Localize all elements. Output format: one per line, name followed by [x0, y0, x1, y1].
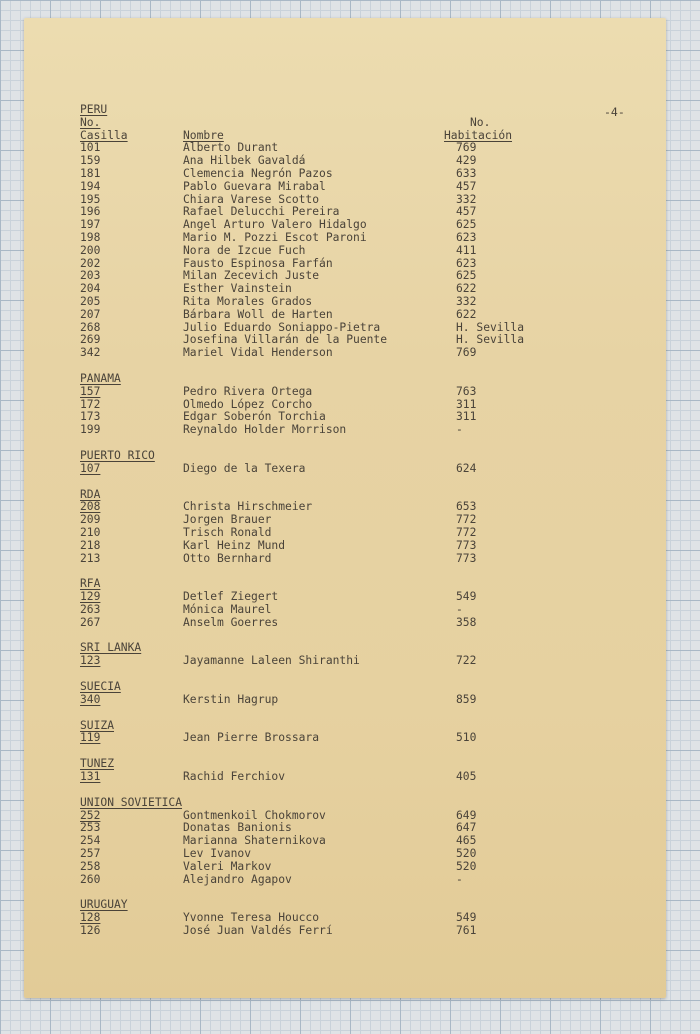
person-name: Anselm Goerres — [183, 615, 279, 629]
room-number: 625 — [456, 218, 477, 232]
table-row — [80, 258, 580, 271]
table-row — [80, 245, 580, 258]
header-spacer — [183, 117, 444, 130]
table-row — [80, 925, 580, 938]
table-row — [80, 874, 580, 887]
person-name: Ana Hilbek Gavaldá — [183, 154, 306, 168]
casilla-number: 208 — [80, 500, 101, 514]
person-name: Karl Heinz Mund — [183, 538, 286, 552]
room-number: 859 — [456, 692, 477, 706]
table-row — [80, 617, 580, 630]
room-number: 773 — [456, 551, 477, 565]
person-name: Milan Zecevich Juste — [183, 269, 320, 283]
table-row — [80, 835, 580, 848]
country-section — [80, 578, 580, 629]
casilla-number: 196 — [80, 205, 101, 219]
room-number: 773 — [456, 538, 477, 552]
person-name: Rachid Ferchiov — [183, 770, 286, 784]
person-name: Julio Eduardo Soniappo-Pietra — [183, 320, 381, 334]
table-row — [80, 168, 580, 181]
person-name: Reynaldo Holder Morrison — [183, 423, 347, 437]
room-number: 311 — [456, 397, 477, 411]
table-row — [80, 655, 580, 668]
room-number: - — [456, 872, 463, 886]
header-casilla: Casilla — [80, 128, 128, 142]
casilla-number: 195 — [80, 192, 101, 206]
casilla-number: 340 — [80, 692, 101, 706]
table-row — [80, 142, 580, 155]
person-name: Mario M. Pozzi Escot Paroni — [183, 230, 367, 244]
person-name: Mónica Maurel — [183, 602, 272, 616]
room-number: 332 — [456, 192, 477, 206]
casilla-number: 157 — [80, 384, 101, 398]
room-number: 653 — [456, 500, 477, 514]
person-name: Clemencia Negrón Pazos — [183, 166, 333, 180]
person-name: Angel Arturo Valero Hidalgo — [183, 218, 367, 232]
casilla-number: 126 — [80, 924, 101, 938]
person-name: Olmedo López Corcho — [183, 397, 313, 411]
table-row — [80, 591, 580, 604]
country-section — [80, 681, 580, 707]
room-number: 358 — [456, 615, 477, 629]
country-name: SRI LANKA — [80, 641, 142, 655]
country-name: SUECIA — [80, 680, 121, 694]
room-number: 722 — [456, 654, 477, 668]
room-number: 633 — [456, 166, 477, 180]
table-row — [80, 861, 580, 874]
casilla-number: 268 — [80, 320, 101, 334]
table-row — [80, 463, 580, 476]
casilla-number: 123 — [80, 654, 101, 668]
casilla-number: 210 — [80, 525, 101, 539]
casilla-number: 209 — [80, 513, 101, 527]
room-number: 332 — [456, 294, 477, 308]
room-number: 405 — [456, 770, 477, 784]
casilla-number: 131 — [80, 770, 101, 784]
casilla-number: 263 — [80, 602, 101, 616]
casilla-number: 252 — [80, 808, 101, 822]
person-name: José Juan Valdés Ferrí — [183, 924, 333, 938]
country-name: PUERTO RICO — [80, 448, 155, 462]
column-header-line-2 — [80, 130, 580, 143]
table-row — [80, 694, 580, 707]
casilla-number: 218 — [80, 538, 101, 552]
casilla-number: 267 — [80, 615, 101, 629]
person-name: Jorgen Brauer — [183, 513, 272, 527]
room-number: 624 — [456, 461, 477, 475]
person-name: Pedro Rivera Ortega — [183, 384, 313, 398]
casilla-number: 194 — [80, 179, 101, 193]
room-number: 520 — [456, 859, 477, 873]
person-name: Marianna Shaternikova — [183, 834, 326, 848]
casilla-number: 119 — [80, 731, 101, 745]
person-name: Yvonne Teresa Houcco — [183, 911, 320, 925]
casilla-number: 200 — [80, 243, 101, 257]
table-row — [80, 501, 580, 514]
table-row — [80, 399, 580, 412]
casilla-number: 202 — [80, 256, 101, 270]
page-number: -4- — [604, 105, 625, 119]
table-row — [80, 309, 580, 322]
table-row — [80, 296, 580, 309]
table-row — [80, 386, 580, 399]
room-number: 549 — [456, 911, 477, 925]
room-number: 623 — [456, 256, 477, 270]
person-name: Gontmenkoil Chokmorov — [183, 808, 326, 822]
country-name: PERU — [80, 103, 108, 116]
header-no: No. — [80, 115, 101, 129]
table-row — [80, 848, 580, 861]
casilla-number: 213 — [80, 551, 101, 565]
country-section — [80, 373, 580, 437]
person-name: Kerstin Hagrup — [183, 692, 279, 706]
person-name: Josefina Villarán de la Puente — [183, 333, 388, 347]
casilla-number: 199 — [80, 423, 101, 437]
person-name: Mariel Vidal Henderson — [183, 346, 333, 360]
room-number: 769 — [456, 346, 477, 360]
room-number: 763 — [456, 384, 477, 398]
country-name: PANAMA — [80, 371, 121, 385]
table-row — [80, 181, 580, 194]
room-number: 311 — [456, 410, 477, 424]
table-row — [80, 604, 580, 617]
casilla-number: 181 — [80, 166, 101, 180]
room-number: 520 — [456, 847, 477, 861]
casilla-number: 207 — [80, 307, 101, 321]
room-number: - — [456, 602, 463, 616]
table-row — [80, 771, 580, 784]
casilla-number: 205 — [80, 294, 101, 308]
casilla-number: 342 — [80, 346, 101, 360]
casilla-number: 198 — [80, 230, 101, 244]
person-name: Fausto Espinosa Farfán — [183, 256, 333, 270]
room-number: 625 — [456, 269, 477, 283]
room-number: 429 — [456, 154, 477, 168]
person-name: Detlef Ziegert — [183, 590, 279, 604]
table-row — [80, 270, 580, 283]
room-number: 649 — [456, 808, 477, 822]
column-header-line-1 — [80, 117, 580, 130]
table-row — [80, 553, 580, 566]
casilla-number: 128 — [80, 911, 101, 925]
country-name: RFA — [80, 577, 101, 591]
country-name: TUNEZ — [80, 757, 115, 771]
header-no-right: No. — [470, 115, 491, 129]
casilla-number: 253 — [80, 821, 101, 835]
country-section — [80, 642, 580, 668]
table-row — [80, 347, 580, 360]
person-name: Lev Ivanov — [183, 847, 252, 861]
casilla-number: 269 — [80, 333, 101, 347]
casilla-number: 254 — [80, 834, 101, 848]
casilla-number: 257 — [80, 847, 101, 861]
country-section — [80, 104, 580, 360]
room-number: 761 — [456, 924, 477, 938]
room-number: 772 — [456, 513, 477, 527]
room-number: 465 — [456, 834, 477, 848]
person-name: Alberto Durant — [183, 141, 279, 155]
country-section — [80, 797, 580, 887]
room-number: 411 — [456, 243, 477, 257]
person-name: Jayamanne Laleen Shiranthi — [183, 654, 360, 668]
person-name: Valeri Markov — [183, 859, 272, 873]
room-number: - — [456, 423, 463, 437]
country-name: RDA — [80, 487, 101, 501]
person-name: Pablo Guevara Mirabal — [183, 179, 326, 193]
country-section — [80, 899, 580, 937]
room-number: 457 — [456, 205, 477, 219]
table-row — [80, 810, 580, 823]
room-number: 622 — [456, 282, 477, 296]
table-row — [80, 232, 580, 245]
person-name: Jean Pierre Brossara — [183, 731, 320, 745]
person-name: Otto Bernhard — [183, 551, 272, 565]
room-number: 769 — [456, 141, 477, 155]
person-name: Trisch Ronald — [183, 525, 272, 539]
room-number: 772 — [456, 525, 477, 539]
room-number: 510 — [456, 731, 477, 745]
person-name: Esther Vainstein — [183, 282, 292, 296]
header-nombre: Nombre — [183, 128, 224, 142]
casilla-number: 197 — [80, 218, 101, 232]
table-row — [80, 514, 580, 527]
casilla-number: 173 — [80, 410, 101, 424]
casilla-number: 203 — [80, 269, 101, 283]
table-row — [80, 424, 580, 437]
country-section — [80, 450, 580, 476]
room-number: 549 — [456, 590, 477, 604]
person-name: Chiara Varese Scotto — [183, 192, 320, 206]
country-name: SUIZA — [80, 718, 115, 732]
table-row — [80, 527, 580, 540]
casilla-number: 101 — [80, 141, 101, 155]
roster-content — [80, 104, 580, 938]
casilla-number: 260 — [80, 872, 101, 886]
casilla-number: 159 — [80, 154, 101, 168]
room-number: 457 — [456, 179, 477, 193]
table-row — [80, 822, 580, 835]
country-section — [80, 489, 580, 566]
casilla-number: 258 — [80, 859, 101, 873]
casilla-number: 172 — [80, 397, 101, 411]
person-name: Nora de Izcue Fuch — [183, 243, 306, 257]
country-section — [80, 758, 580, 784]
person-name: Donatas Banionis — [183, 821, 292, 835]
person-name: Alejandro Agapov — [183, 872, 292, 886]
room-number: H. Sevilla — [456, 333, 525, 347]
table-row — [80, 283, 580, 296]
casilla-number: 204 — [80, 282, 101, 296]
country-name: URUGUAY — [80, 898, 128, 912]
room-number: 623 — [456, 230, 477, 244]
table-row — [80, 732, 580, 745]
person-name: Diego de la Texera — [183, 461, 306, 475]
country-section — [80, 720, 580, 746]
casilla-number: 129 — [80, 590, 101, 604]
room-number: 647 — [456, 821, 477, 835]
table-row — [80, 540, 580, 553]
casilla-number: 107 — [80, 461, 101, 475]
person-name: Christa Hirschmeier — [183, 500, 313, 514]
person-name: Rita Morales Grados — [183, 294, 313, 308]
room-number: 622 — [456, 307, 477, 321]
person-name: Rafael Delucchi Pereira — [183, 205, 340, 219]
person-name: Edgar Soberón Torchia — [183, 410, 326, 424]
room-number: H. Sevilla — [456, 320, 525, 334]
groups-container — [80, 104, 580, 938]
header-habitacion: Habitación — [444, 128, 513, 142]
person-name: Bárbara Woll de Harten — [183, 307, 333, 321]
country-name: UNION SOVIETICA — [80, 795, 183, 809]
